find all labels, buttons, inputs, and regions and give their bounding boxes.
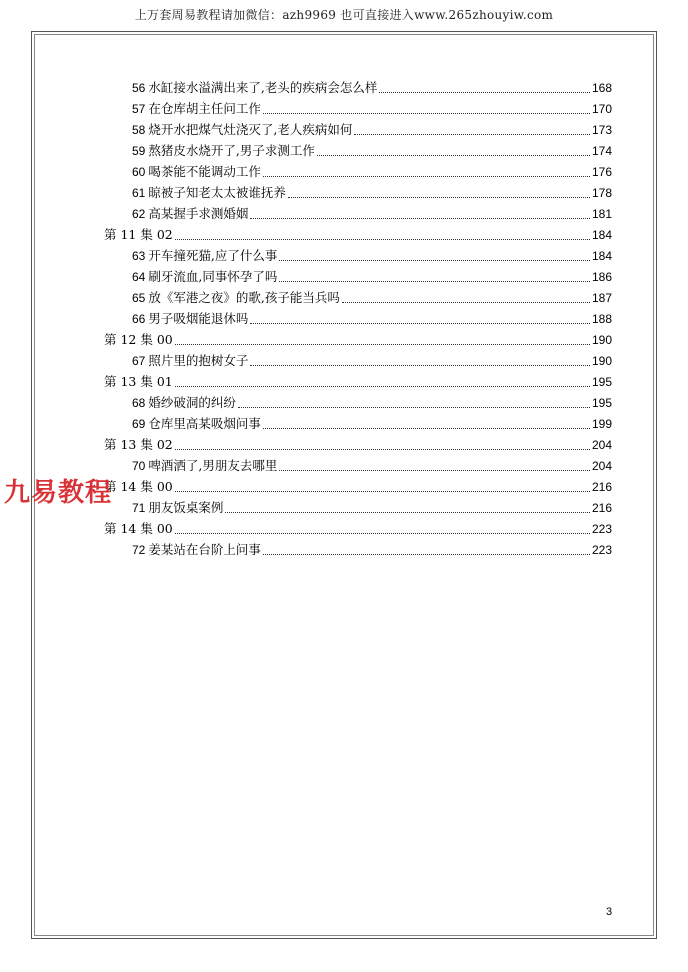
- toc-entry-number: 69: [132, 417, 146, 431]
- toc-leader-dots: [379, 92, 590, 93]
- watermark-logo: 九易教程: [4, 478, 113, 508]
- toc-leader-dots: [175, 491, 590, 492]
- toc-entry-number: 56: [132, 81, 146, 95]
- toc-entry[interactable]: [132, 244, 612, 264]
- toc-leader-dots: [263, 176, 590, 177]
- toc-entry-number: 72: [132, 543, 146, 557]
- toc-leader-dots: [175, 449, 590, 450]
- toc-entry[interactable]: [132, 349, 612, 369]
- toc-entry-page: 184: [591, 228, 612, 242]
- toc-section-entry[interactable]: [104, 328, 612, 348]
- toc-entry-title: 照片里的抱树女子: [148, 353, 249, 368]
- page-number: 3: [606, 906, 613, 918]
- toc-entry-title: 啤酒洒了,男朋友去哪里: [148, 458, 278, 473]
- toc-entry-page: 204: [591, 459, 612, 473]
- toc-section-title: 第 13 集 02: [104, 437, 173, 452]
- toc-entry-title: 朋友饭桌案例: [148, 500, 224, 515]
- toc-entry-page: 173: [591, 123, 612, 137]
- toc-entry-page: 174: [591, 144, 612, 158]
- toc-entry-page: 223: [591, 522, 612, 536]
- toc-entry-number: 61: [132, 186, 146, 200]
- toc-leader-dots: [250, 365, 590, 366]
- toc-section-title: 第 14 集 00: [104, 521, 173, 536]
- toc-entry-number: 64: [132, 270, 146, 284]
- toc-entry-number: 66: [132, 312, 146, 326]
- toc-leader-dots: [175, 344, 590, 345]
- toc-entry-number: 70: [132, 459, 146, 473]
- toc-entry-page: 170: [591, 102, 612, 116]
- toc-entry[interactable]: [132, 139, 612, 159]
- toc-leader-dots: [263, 113, 590, 114]
- toc-leader-dots: [238, 407, 590, 408]
- toc-section-entry[interactable]: [104, 223, 612, 243]
- toc-entry-title: 喝茶能不能调动工作: [148, 164, 261, 179]
- toc-entry[interactable]: [132, 454, 612, 474]
- page-header: 上万套周易教程请加微信：azh9969 也可直接进入www.265zhouyiw.com: [134, 8, 554, 22]
- toc-entry-page: 187: [591, 291, 612, 305]
- toc-entry-number: 60: [132, 165, 146, 179]
- toc-entry-page: 216: [591, 501, 612, 515]
- toc-entry-page: 195: [591, 375, 612, 389]
- toc-leader-dots: [317, 155, 590, 156]
- toc-entry-title: 在仓库胡主任问工作: [148, 101, 261, 116]
- toc-entry[interactable]: [132, 181, 612, 201]
- toc-leader-dots: [225, 512, 590, 513]
- toc-section-entry[interactable]: [104, 370, 612, 390]
- toc-entry-title: 水缸接水溢满出来了,老头的疾病会怎么样: [148, 80, 378, 95]
- toc-leader-dots: [279, 470, 590, 471]
- toc-entry-number: 68: [132, 396, 146, 410]
- toc-entry[interactable]: [132, 76, 612, 96]
- toc-leader-dots: [175, 386, 590, 387]
- toc-leader-dots: [175, 239, 590, 240]
- toc-leader-dots: [279, 281, 590, 282]
- toc-entry-page: 216: [591, 480, 612, 494]
- toc-entry-title: 高某握手求测婚姻: [148, 206, 249, 221]
- toc-entry-page: 195: [591, 396, 612, 410]
- toc-entry-title: 婚纱破洞的纠纷: [148, 395, 236, 410]
- toc-leader-dots: [354, 134, 590, 135]
- toc-entry-number: 63: [132, 249, 146, 263]
- toc-entry[interactable]: [132, 286, 612, 306]
- toc-entry-page: 178: [591, 186, 612, 200]
- toc-entry-title: 男子吸烟能退休吗: [148, 311, 249, 326]
- toc-entry-number: 57: [132, 102, 146, 116]
- toc-entry-number: 58: [132, 123, 146, 137]
- toc-entry-number: 62: [132, 207, 146, 221]
- toc-entry[interactable]: [132, 118, 612, 138]
- toc-leader-dots: [342, 302, 590, 303]
- toc-section-title: 第 11 集 02: [104, 227, 173, 242]
- toc-entry-title: 刷牙流血,同事怀孕了吗: [148, 269, 278, 284]
- toc-entry[interactable]: [132, 97, 612, 117]
- toc-leader-dots: [288, 197, 590, 198]
- toc-entry-title: 仓库里高某吸烟问事: [148, 416, 261, 431]
- toc-entry-page: 204: [591, 438, 612, 452]
- toc-leader-dots: [263, 428, 590, 429]
- toc-leader-dots: [250, 323, 590, 324]
- toc-entry-page: 184: [591, 249, 612, 263]
- toc-section-title: 第 13 集 01: [104, 374, 173, 389]
- toc-entry-page: 181: [591, 207, 612, 221]
- toc-entry[interactable]: [132, 538, 612, 558]
- toc-entry[interactable]: [132, 265, 612, 285]
- toc-entry-number: 59: [132, 144, 146, 158]
- toc-entry-page: 168: [591, 81, 612, 95]
- toc-entry-number: 65: [132, 291, 146, 305]
- toc-leader-dots: [263, 554, 590, 555]
- toc-leader-dots: [279, 260, 590, 261]
- toc-entry[interactable]: [132, 496, 612, 516]
- toc-leader-dots: [175, 533, 590, 534]
- toc-section-title: 第 12 集 00: [104, 332, 173, 347]
- toc-entry-number: 67: [132, 354, 146, 368]
- toc-entry[interactable]: [132, 412, 612, 432]
- toc-section-entry[interactable]: [104, 433, 612, 453]
- toc-entry-title: 姜某站在台阶上问事: [148, 542, 261, 557]
- toc-entry-page: 188: [591, 312, 612, 326]
- toc-entry-page: 199: [591, 417, 612, 431]
- toc-entry[interactable]: [132, 391, 612, 411]
- toc-entry-title: 晾被子知老太太被谁抚养: [148, 185, 286, 200]
- toc-entry-page: 190: [591, 333, 612, 347]
- toc-entry[interactable]: [132, 160, 612, 180]
- toc-entry-title: 开车撞死猫,应了什么事: [148, 248, 278, 263]
- toc-leader-dots: [250, 218, 590, 219]
- toc-entry[interactable]: [132, 202, 612, 222]
- toc-section-entry[interactable]: [104, 475, 612, 495]
- toc-entry-page: 190: [591, 354, 612, 368]
- toc-entry-title: 熬猪皮水烧开了,男子求测工作: [148, 143, 315, 158]
- toc-entry-number: 71: [132, 501, 146, 515]
- toc-entry-page: 223: [591, 543, 612, 557]
- toc-entry[interactable]: [132, 307, 612, 327]
- toc-section-title: 第 14 集 00: [104, 479, 173, 494]
- toc-entry-title: 放《军港之夜》的歌,孩子能当兵吗: [148, 290, 340, 305]
- toc-section-entry[interactable]: [104, 517, 612, 537]
- toc-entry-page: 176: [591, 165, 612, 179]
- toc-entry-page: 186: [591, 270, 612, 284]
- toc-entry-title: 烧开水把煤气灶浇灭了,老人疾病如何: [148, 122, 353, 137]
